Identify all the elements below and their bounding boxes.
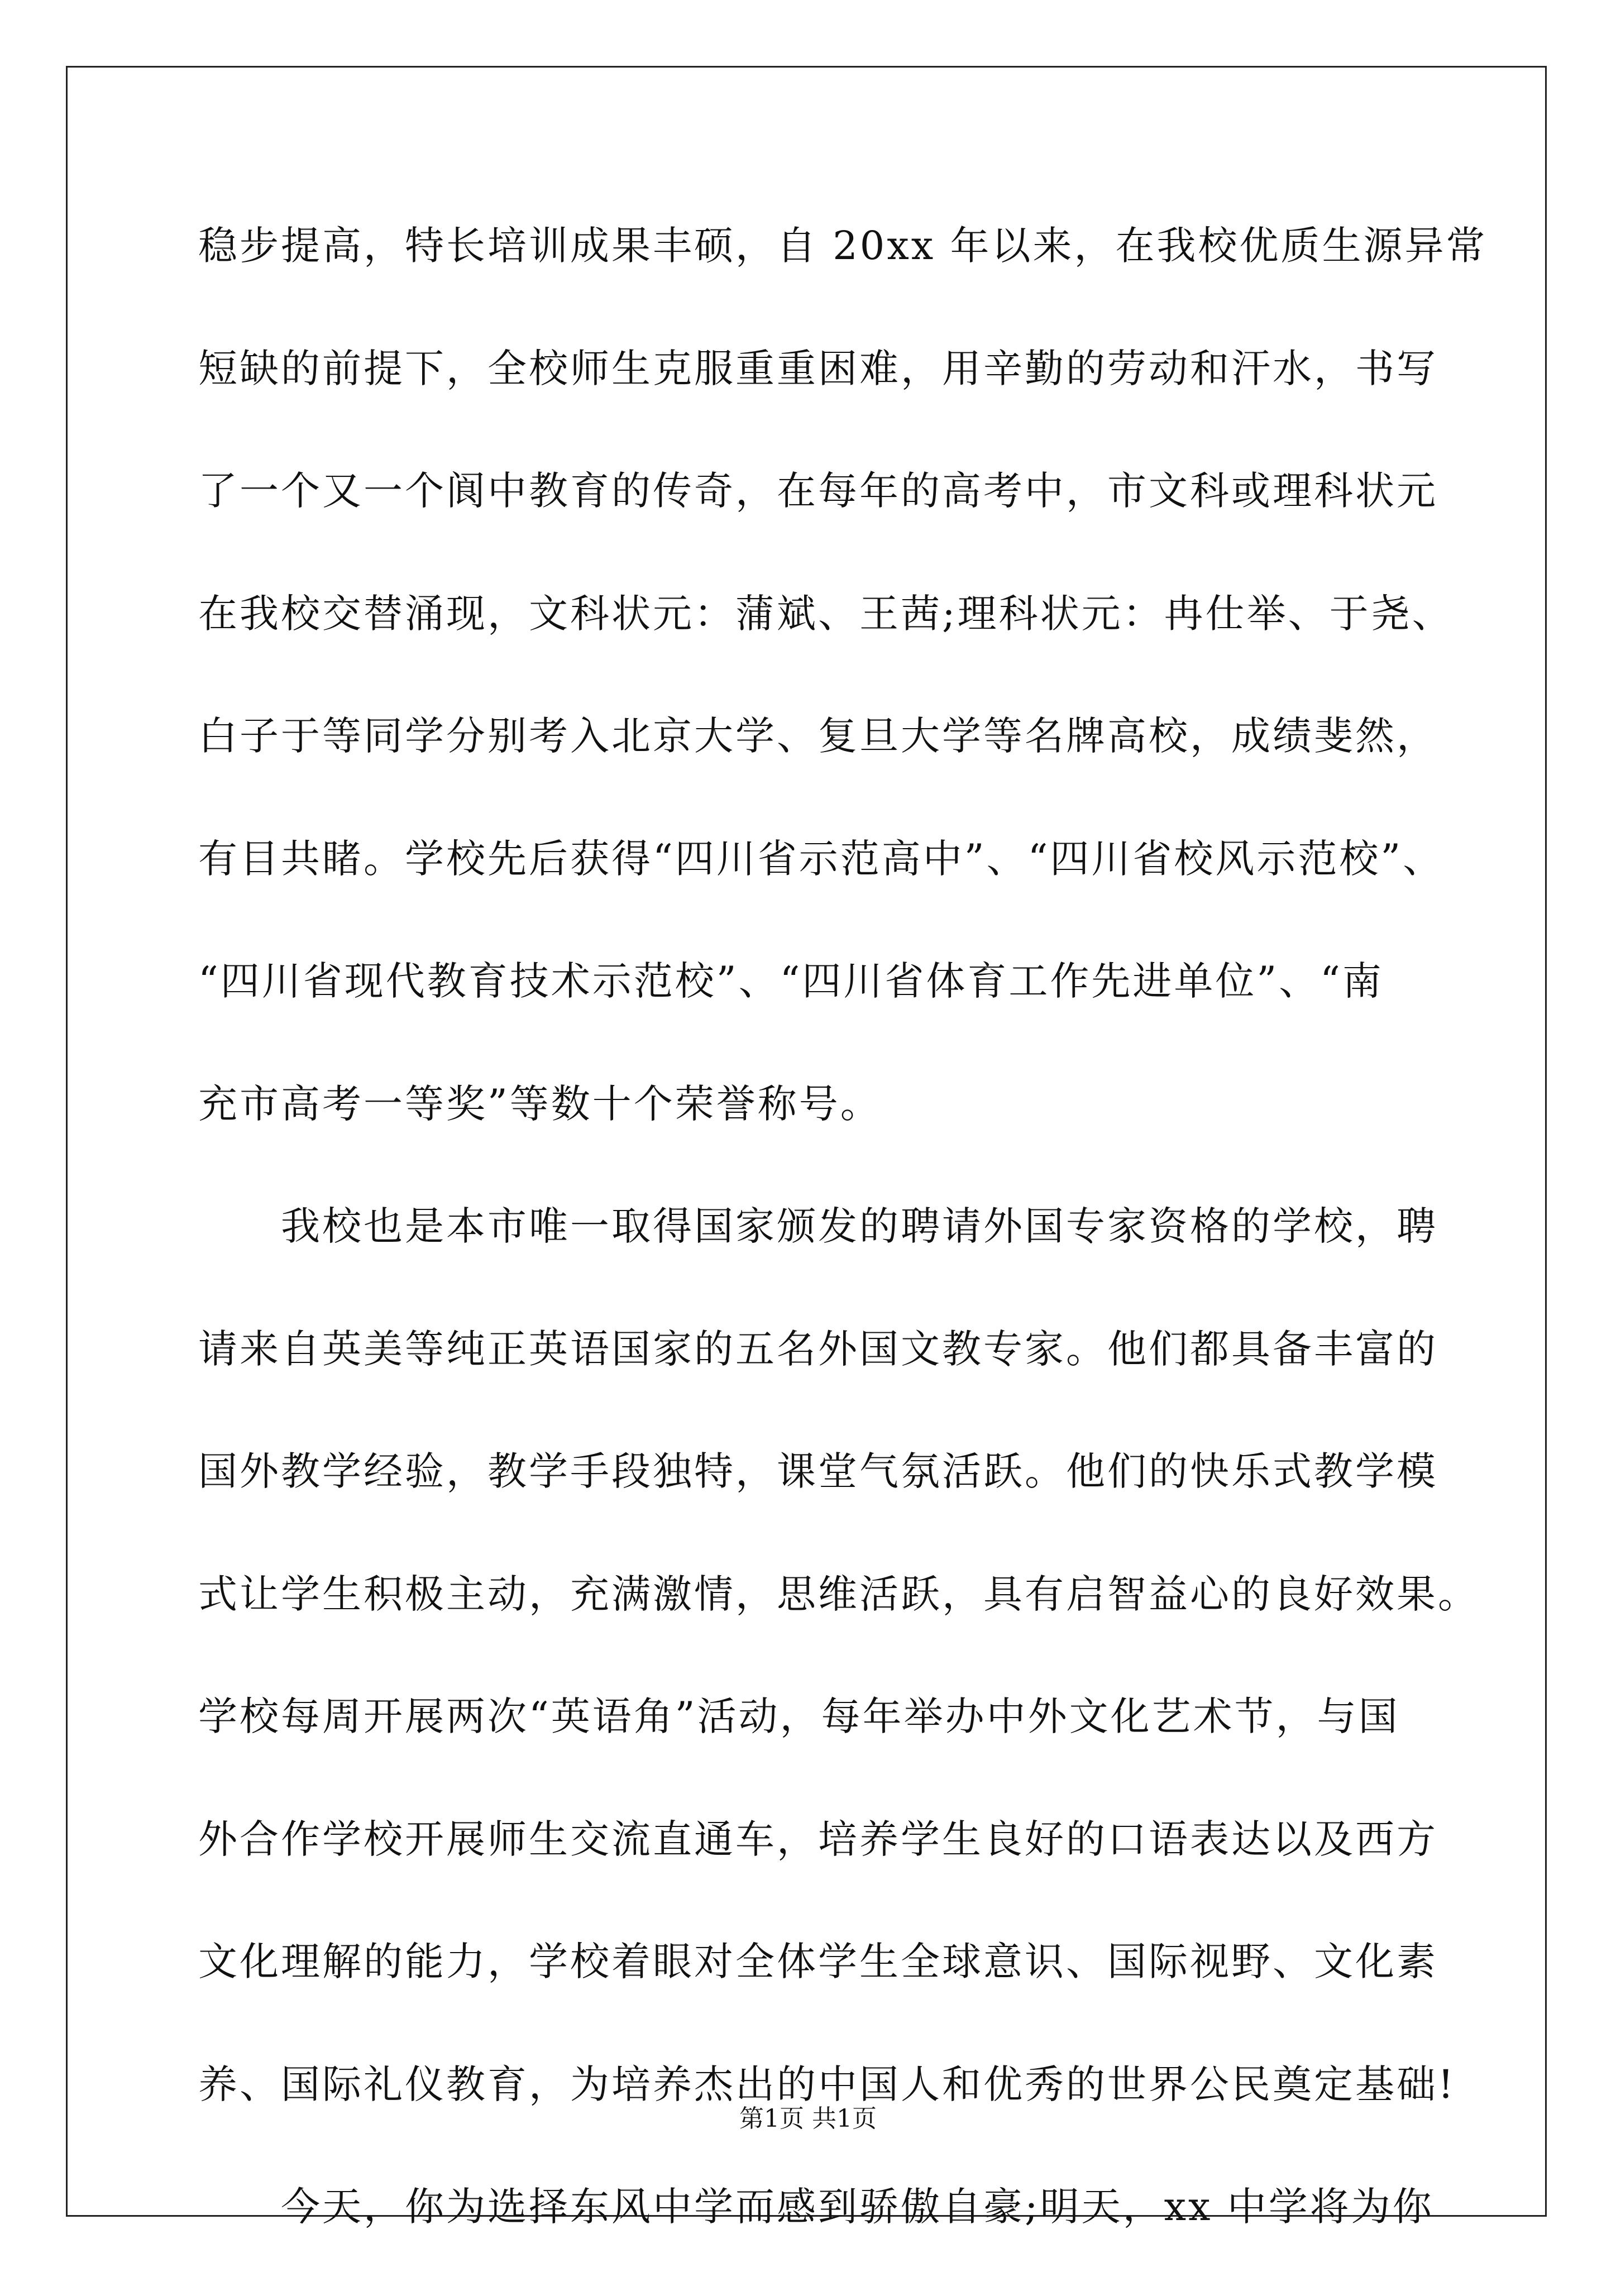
text-line: 请来自英美等纯正英语国家的五名外国文教专家。他们都具备丰富的 <box>198 1326 1438 1372</box>
text-line: 今天，你为选择东风中学而感到骄傲自豪;明天，xx 中学将为你 <box>281 2184 1434 2230</box>
text-line: 短缺的前提下，全校师生克服重重困难，用辛勤的劳动和汗水，书写 <box>198 345 1438 391</box>
text-line: 了一个又一个阆中教育的传奇，在每年的高考中，市文科或理科状元 <box>198 468 1438 514</box>
text-line: 外合作学校开展师生交流直通车，培养学生良好的口语表达以及西方 <box>198 1816 1438 1862</box>
text-line: 养、国际礼仪教育，为培养杰出的中国人和优秀的世界公民奠定基础! <box>198 2061 1456 2107</box>
text-line: 白子于等同学分别考入北京大学、复旦大学等名牌高校，成绩斐然， <box>198 713 1438 759</box>
text-line: 稳步提高，特长培训成果丰硕，自 20xx 年以来，在我校优质生源异常 <box>198 223 1488 269</box>
text-line: 文化理解的能力，学校着眼对全体学生全球意识、国际视野、文化素 <box>198 1939 1438 1984</box>
text-line: 式让学生积极主动，充满激情，思维活跃，具有启智益心的良好效果。 <box>198 1571 1479 1617</box>
text-line: 国外教学经验，教学手段独特，课堂气氛活跃。他们的快乐式教学模 <box>198 1448 1438 1494</box>
text-line: “四川省现代教育技术示范校”、“四川省体育工作先进单位”、“南 <box>198 958 1384 1004</box>
document-body <box>198 212 1488 2296</box>
text-line: 学校每周开展两次“英语角”活动，每年举办中外文化艺术节，与国 <box>198 1694 1400 1739</box>
text-line: 我校也是本市唯一取得国家颁发的聘请外国专家资格的学校，聘 <box>281 1203 1438 1249</box>
text-line: 充市高考一等奖”等数十个荣誉称号。 <box>198 1080 882 1127</box>
text-line: 在我校交替涌现，文科状元：蒲斌、王茜;理科状元：冉仕举、于尧、 <box>198 590 1454 637</box>
page-number-footer: 第1页 共1页 <box>739 2104 877 2133</box>
text-line: 有目共睹。学校先后获得“四川省示范高中”、“四川省校风示范校”、 <box>198 835 1445 882</box>
